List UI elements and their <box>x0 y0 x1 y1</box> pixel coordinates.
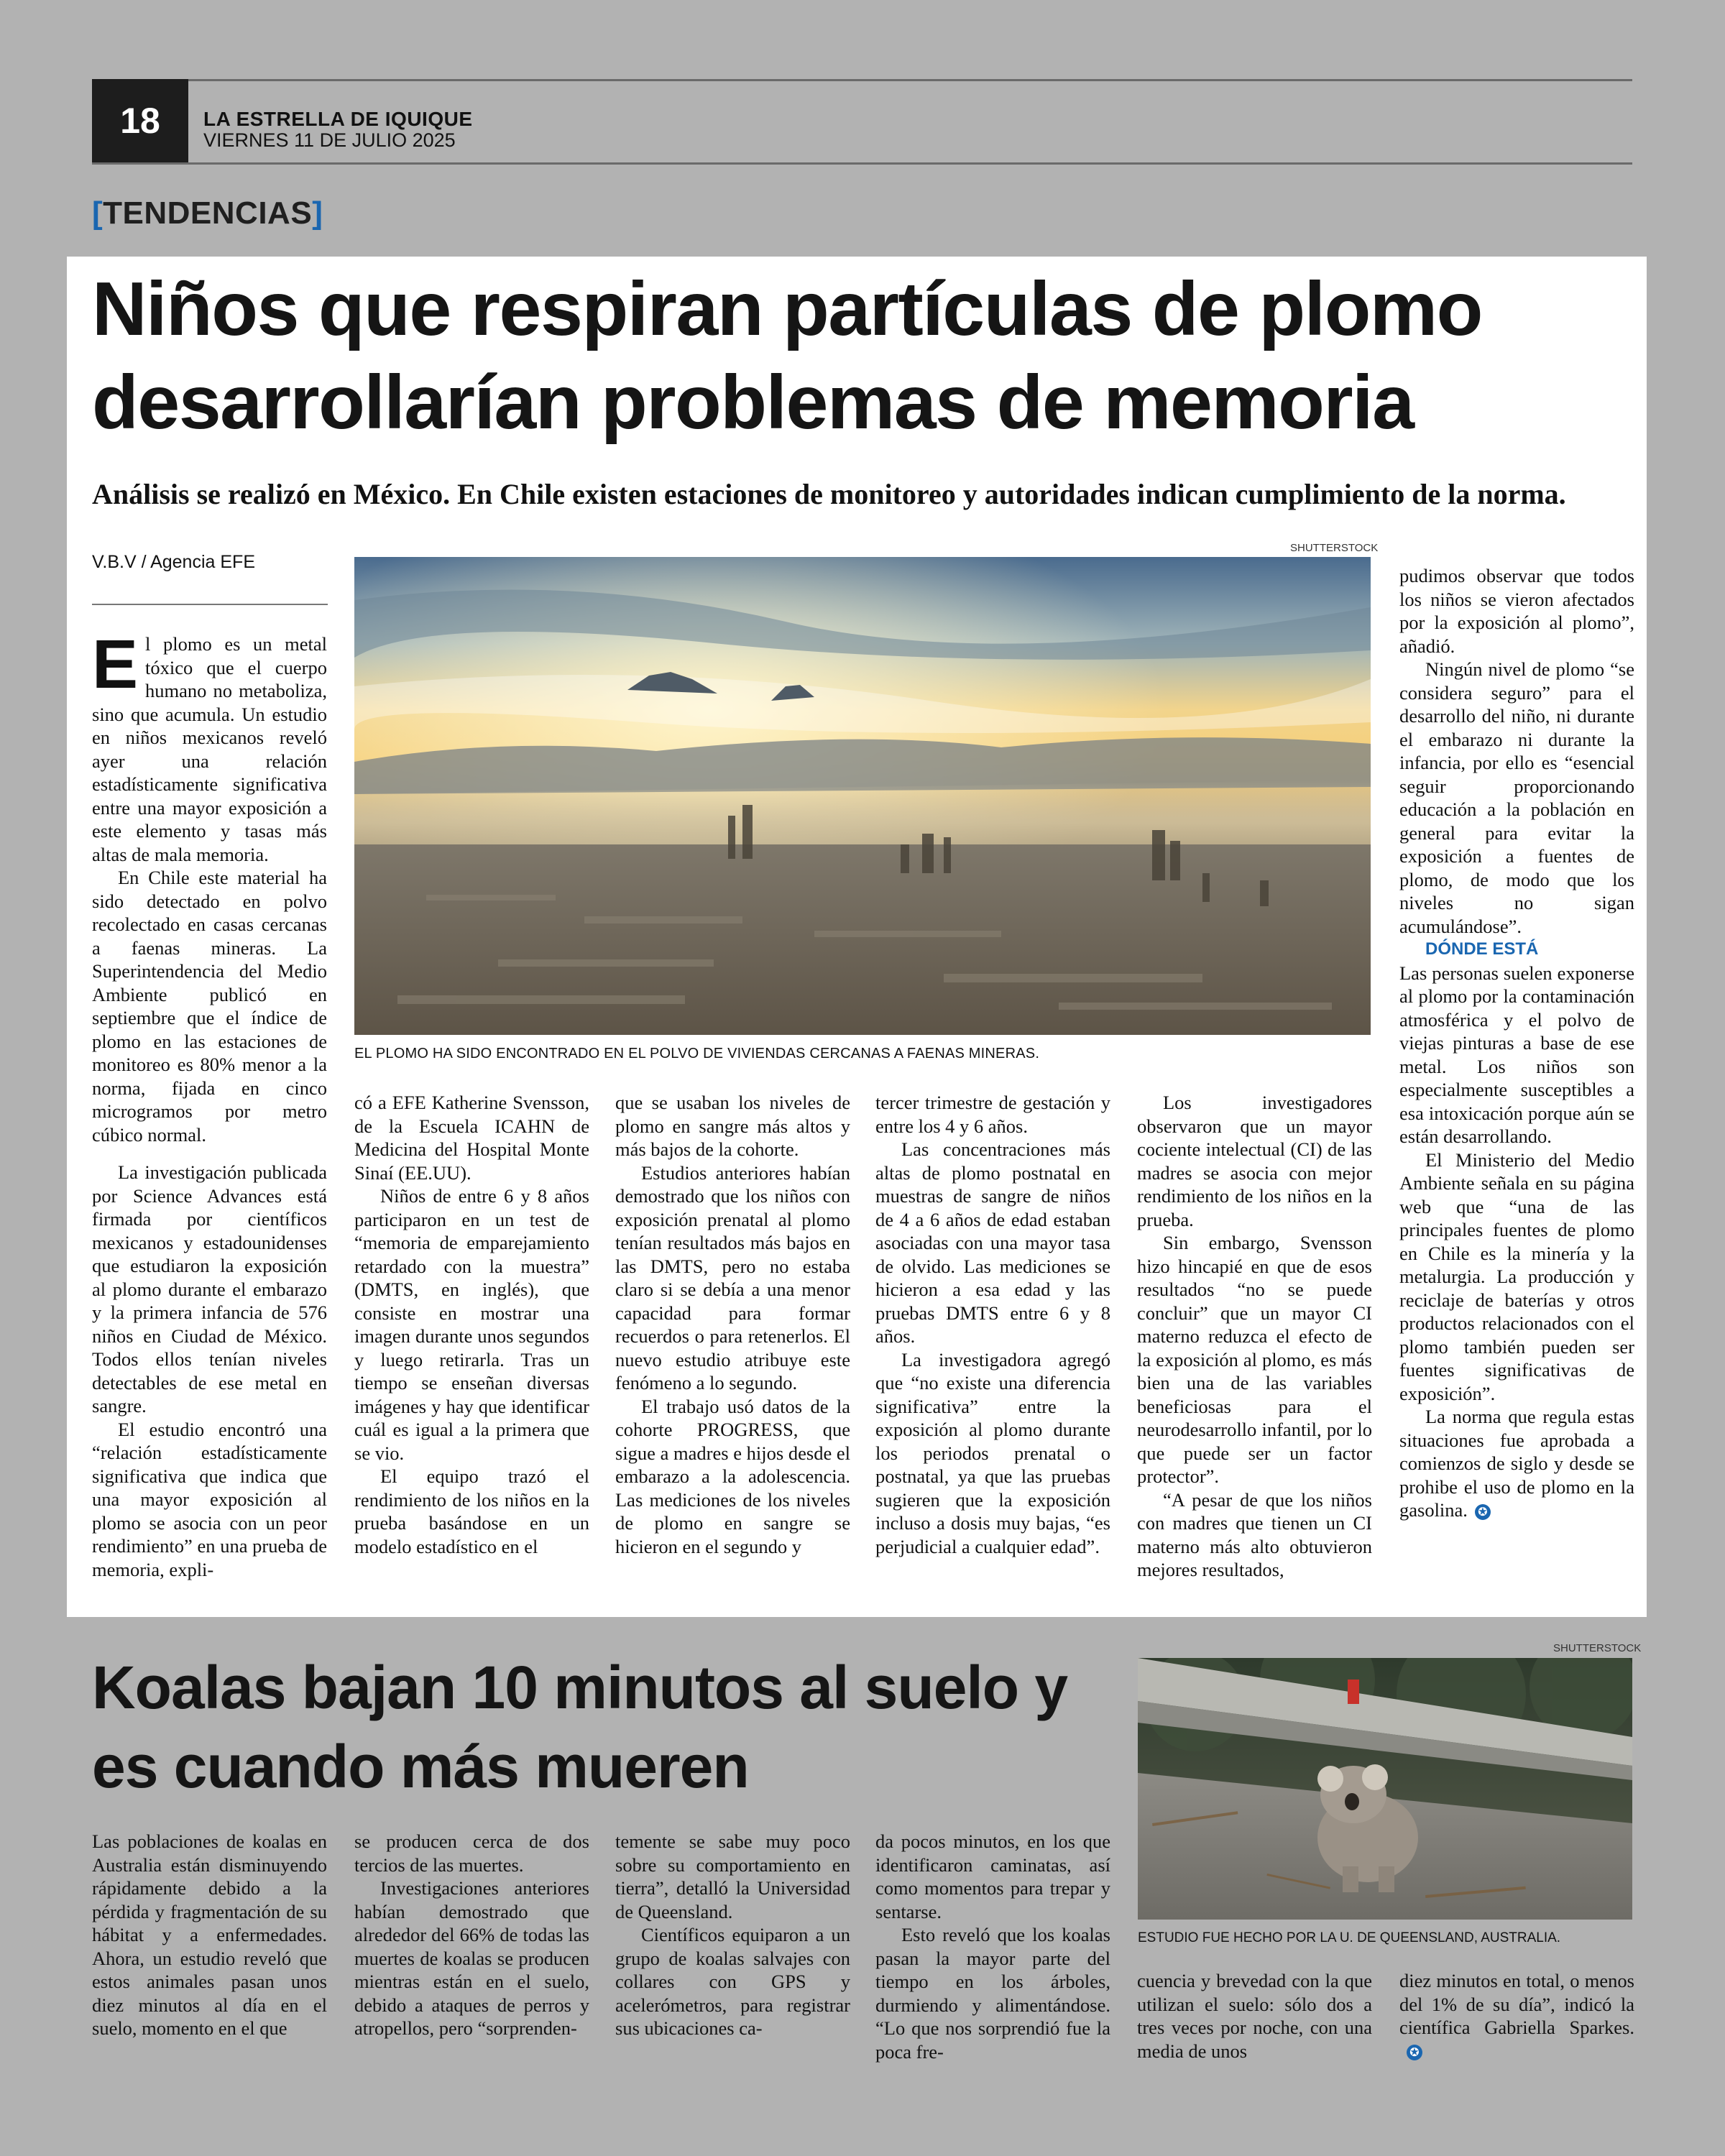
paragraph: temente se sabe muy poco sobre su comportamiento en tierra”, detalló la Universidad de Queensland. <box>615 1830 850 1922</box>
paragraph: El trabajo usó datos de la cohorte PROGRESS, que sigue a madres e hijos desde el embarazo a la adolescencia. Las mediciones de los niveles de plomo en sangre se hicieron en el segundo y <box>615 1395 850 1557</box>
paragraph: Científicos equiparon a un grupo de koalas salvajes con collares con GPS y acelerómetros, para registrar sus ubicaciones ca- <box>615 1924 850 2039</box>
paragraph: pudimos observar que todos los niños se vieron afectados por la exposición al plomo”, añadió. <box>1399 565 1634 657</box>
paragraph: Las poblaciones de koalas en Australia están disminuyendo rápidamente debido a la pérdida y fragmentación de su hábitat y a enfermedades. Ahora, un estudio reveló que estos animales pasan unos diez minutos al día en el suelo, momento en el que <box>92 1830 327 2039</box>
paragraph: tercer trimestre de gestación y entre los 4 y 6 años. <box>875 1092 1110 1137</box>
main-headline: Niños que respiran partículas de plomo desarrollarían problemas de memoria <box>92 267 1482 445</box>
paragraph: La investigación publicada por Science Advances está firmada por científicos mexicanos y estadounidenses que estudiaron la exposición al plomo durante el embarazo y la primera infancia de 576 niños en Ciudad de México. Todos ellos tenían niveles detectables de ese metal en sangre. <box>92 1161 327 1416</box>
paper-name: LA ESTRELLA DE IQUIQUE <box>203 108 473 130</box>
paragraph: El estudio encontró una “relación estadísticamente significativa que indica que una mayor exposición al plomo se asocia con un peor rendimiento” en una prueba de memoria, expli- <box>92 1418 327 1580</box>
paragraph: có a EFE Katherine Svensson, de la Escuela ICAHN de Medicina del Hospital Monte Sinaí (EE.UU). <box>354 1092 589 1184</box>
paragraph: cuencia y brevedad con la que utilizan el suelo: sólo dos a tres veces por noche, con una media de unos <box>1137 1970 1372 2062</box>
section-subtitle: DÓNDE ESTÁ <box>1425 939 1539 959</box>
koala-photo-caption: ESTUDIO FUE HECHO POR LA U. DE QUEENSLAND, AUSTRALIA. <box>1138 1930 1561 1945</box>
section-tag <box>92 195 323 231</box>
end-mark-icon: ✪ <box>1475 1504 1491 1520</box>
city-smog-photo <box>354 557 1371 1035</box>
closing-text: La norma que regula estas situaciones fue aprobada a comienzos de siglo y desde se prohibe el uso de plomo en la gasolina. <box>1399 1406 1634 1521</box>
paragraph: Ningún nivel de plomo “se considera seguro” para el desarrollo del niño, ni durante el embarazo ni durante la infancia, por ello es “esencial seguir proporcionando educación a la población en general para evitar la exposición a fuentes de plomo, de modo que los niveles no sigan acumulándose”. <box>1399 658 1634 937</box>
lead-text: l plomo es un metal tóxico que el cuerpo humano no metaboliza, sino que acumula. Un estudio en niños mexicanos reveló ayer una relación estadísticamente significativa entre una mayor exposición a este elemento y tasas más altas de mala memoria. <box>92 633 327 865</box>
article-column-2 <box>354 1091 589 1558</box>
paragraph: “A pesar de que los niños con madres que tienen un CI materno más alto obtuvieron mejores resultados, <box>1137 1488 1372 1580</box>
article-column-4 <box>875 1091 1110 1558</box>
masthead-top-rule <box>92 79 1632 81</box>
paragraph <box>1399 1969 1634 2063</box>
paragraph: En Chile este material ha sido detectado en polvo recolectado en casas cercanas a faenas mineras. La Superintendencia del Medio Ambiente publicó en septiembre que el índice de plomo en las estaciones de monitoreo es 80% menor a la norma, fijada en cinco microgramos por metro cúbico normal. <box>92 867 327 1146</box>
section-bracket-open: [ <box>92 195 104 231</box>
masthead-bottom-rule <box>92 162 1632 165</box>
koala-photo <box>1138 1658 1632 1920</box>
koala-column-3 <box>615 1830 850 2040</box>
koala-column-1 <box>92 1830 327 2040</box>
photo-caption: EL PLOMO HA SIDO ENCONTRADO EN EL POLVO DE VIVIENDAS CERCANAS A FAENAS MINERAS. <box>354 1046 1040 1061</box>
paragraph: Investigaciones anteriores habían demostrado que alrededor del 66% de todas las muertes de koalas se producen mientras están en el suelo, debido a ataques de perros y atropellos, pero “sorprenden- <box>354 1877 589 2039</box>
article-column-1b <box>92 1161 327 1581</box>
drop-cap: E <box>92 626 139 703</box>
paragraph: El equipo trazó el rendimiento de los niños en la prueba basándose en un modelo estadístico en el <box>354 1465 589 1557</box>
paragraph: Sin embargo, Svensson hizo hincapié en que de esos resultados “no se puede concluir” que un mayor CI materno reduzca el efecto de la exposición al plomo, es más bien una de las variables beneficiosas para el neurodesarrollo infantil, por lo que puede ser un factor protector”. <box>1137 1232 1372 1487</box>
article-column-5 <box>1137 1091 1372 1582</box>
paragraph: Las concentraciones más altas de plomo postnatal en muestras de sangre de niños de 4 a 6 años de edad estaban asociadas con una mayor tasa de olvido. Las mediciones se hicieron a esa edad y las pruebas DMTS entre 6 y 8 años. <box>875 1138 1110 1347</box>
paragraph: se producen cerca de dos tercios de las muertes. <box>354 1830 589 1876</box>
paragraph: La investigadora agregó que “no existe una diferencia significativa” entre la exposición al plomo durante los periodos prenatal o postnatal, ya que las pruebas sugieren que la exposición incluso a dosis muy bajas, “es perjudicial a cualquier edad”. <box>875 1348 1110 1557</box>
koala-photo-credit: SHUTTERSTOCK <box>1553 1642 1642 1654</box>
article-column-6 <box>1399 564 1634 1522</box>
koala-column-4 <box>875 1830 1110 2063</box>
byline: V.B.V / Agencia EFE <box>92 552 255 572</box>
paragraph: que se usaban los niveles de plomo en sangre más altos y más bajos de la cohorte. <box>615 1092 850 1160</box>
issue-date: VIERNES 11 DE JULIO 2025 <box>203 129 456 151</box>
closing-text: diez minutos en total, o menos del 1% de su día”, indicó la científica Gabriella Sparkes. <box>1399 1970 1634 2038</box>
byline-rule <box>92 604 328 605</box>
lead-paragraph <box>92 626 327 866</box>
section-bracket-close: ] <box>312 195 323 231</box>
koala-column-2 <box>354 1830 589 2040</box>
photo-credit: SHUTTERSTOCK <box>1290 542 1379 554</box>
paragraph: Esto reveló que los koalas pasan la mayor parte del tiempo en los árboles, durmiendo y alimentándose. “Lo que nos sorprendió fue la poca fre- <box>875 1924 1110 2063</box>
end-mark-icon: ✪ <box>1407 2045 1422 2060</box>
main-subhead: Análisis se realizó en México. En Chile existen estaciones de monitoreo y autoridades indican cumplimiento de la norma. <box>92 478 1566 510</box>
koala-column-5 <box>1137 1969 1372 2063</box>
paragraph: da pocos minutos, en los que identificaron caminatas, así como momentos para trepar y sentarse. <box>875 1830 1110 1922</box>
paragraph: Niños de entre 6 y 8 años participaron en un test de “memoria de emparejamiento retardado con la muestra” (DMTS, en inglés), que consiste en mostrar una imagen durante unos segundos y luego retirarla. Tras un tiempo se enseñan diversas imágenes y hay que identificar cuál es igual a la primera que se vio. <box>354 1185 589 1464</box>
section-label: TENDENCIAS <box>103 195 313 231</box>
koala-headline: Koalas bajan 10 minutos al suelo y es cuando más mueren <box>92 1654 1068 1800</box>
article-column-3 <box>615 1091 850 1558</box>
article-column-1 <box>92 626 327 1146</box>
page-number: 18 <box>92 79 188 162</box>
paragraph <box>1399 1405 1634 1522</box>
paragraph: El Ministerio del Medio Ambiente señala en su página web que “una de las principales fuentes de plomo en Chile es la minería y la metalurgia. La producción y reciclaje de baterías y otros productos relacionados con el plomo también pueden ser fuentes significativas de exposición”. <box>1399 1148 1634 1404</box>
paragraph: Los investigadores observaron que un mayor cociente intelectual (CI) de las madres se asocia con mejor rendimiento de los niños en la prueba. <box>1137 1092 1372 1230</box>
paragraph: Las personas suelen exponerse al plomo por la contaminación atmosférica y el polvo de viejas pinturas a base de ese metal. Los niños son especialmente susceptibles a esa intoxicación porque aún se están desarrollando. <box>1399 962 1634 1147</box>
koala-column-6 <box>1399 1969 1634 2063</box>
paragraph: Estudios anteriores habían demostrado que los niños con exposición prenatal al plomo tenían resultados más bajos en las DMTS, pero no estaba claro si se debía a una menor capacidad para formar recuerdos o para retenerlos. El nuevo estudio atribuye este fenómeno a lo segundo. <box>615 1161 850 1393</box>
